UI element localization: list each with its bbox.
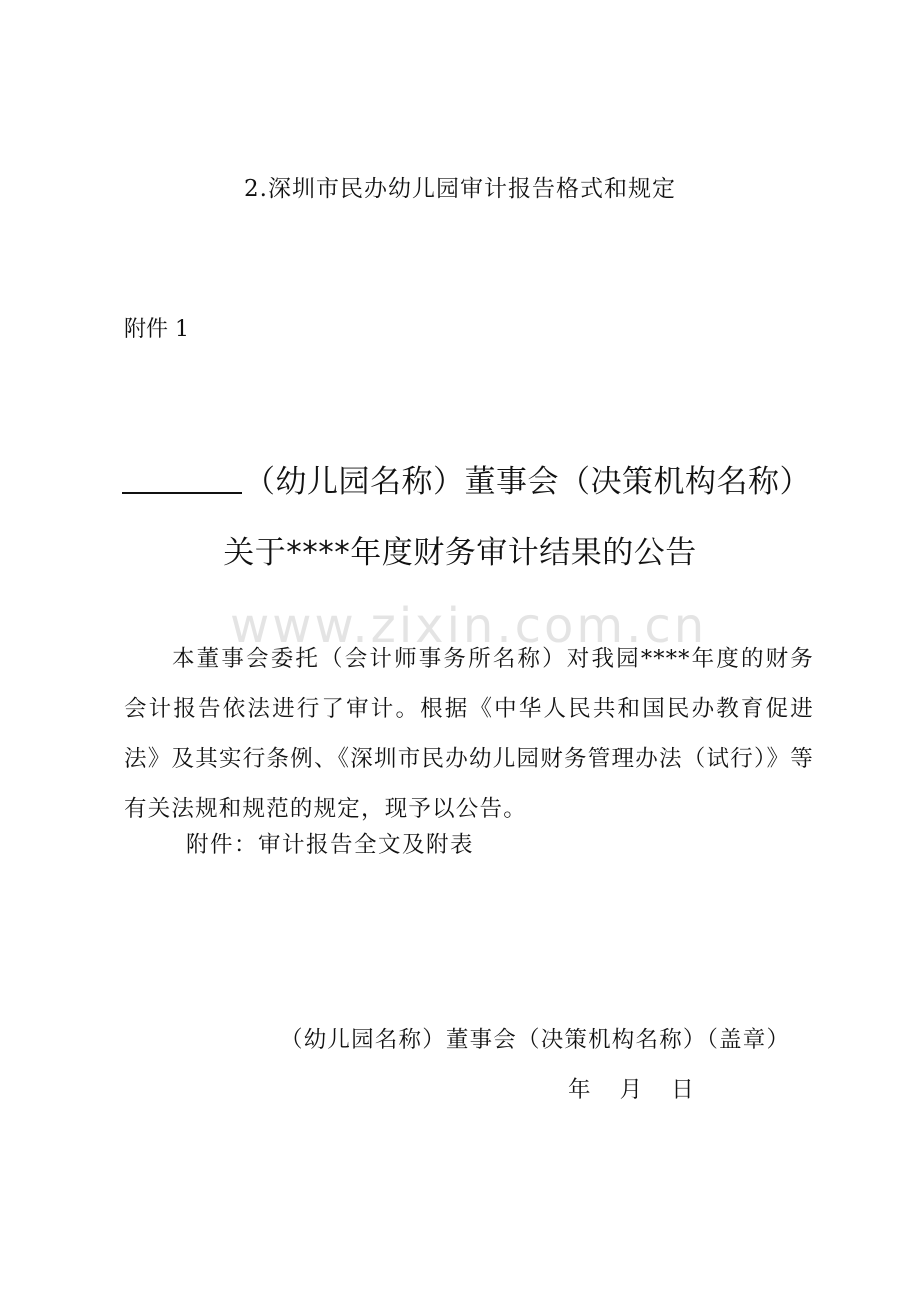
announcement-title-text: （幼儿园名称）董事会（决策机构名称） bbox=[244, 464, 811, 500]
fill-in-blank-underline bbox=[122, 492, 242, 494]
announcement-title-line2: 关于****年度财务审计结果的公告 bbox=[223, 535, 697, 571]
watermark: www.zixin.com.cn bbox=[230, 598, 708, 654]
section-heading: 2.深圳市民办幼儿园审计报告格式和规定 bbox=[244, 176, 676, 202]
signature-line: （幼儿园名称）董事会（决策机构名称）（盖章） bbox=[280, 1027, 791, 1053]
attachment-label: 附件 1 bbox=[124, 317, 189, 342]
date-line: 年 月 日 bbox=[568, 1077, 694, 1103]
announcement-title-line1 bbox=[122, 456, 811, 501]
body-paragraph: 本董事会委托（会计师事务所名称）对我园****年度的财务会计报告依法进行了审计。根据《中华人民共和国民办教育促进法》及其实行条例、《深圳市民办幼儿园财务管理办法（试行）》等有关法规和规范的规定，现予以公告。 bbox=[124, 646, 814, 822]
attachment-note: 附件：审计报告全文及附表 bbox=[186, 832, 475, 858]
